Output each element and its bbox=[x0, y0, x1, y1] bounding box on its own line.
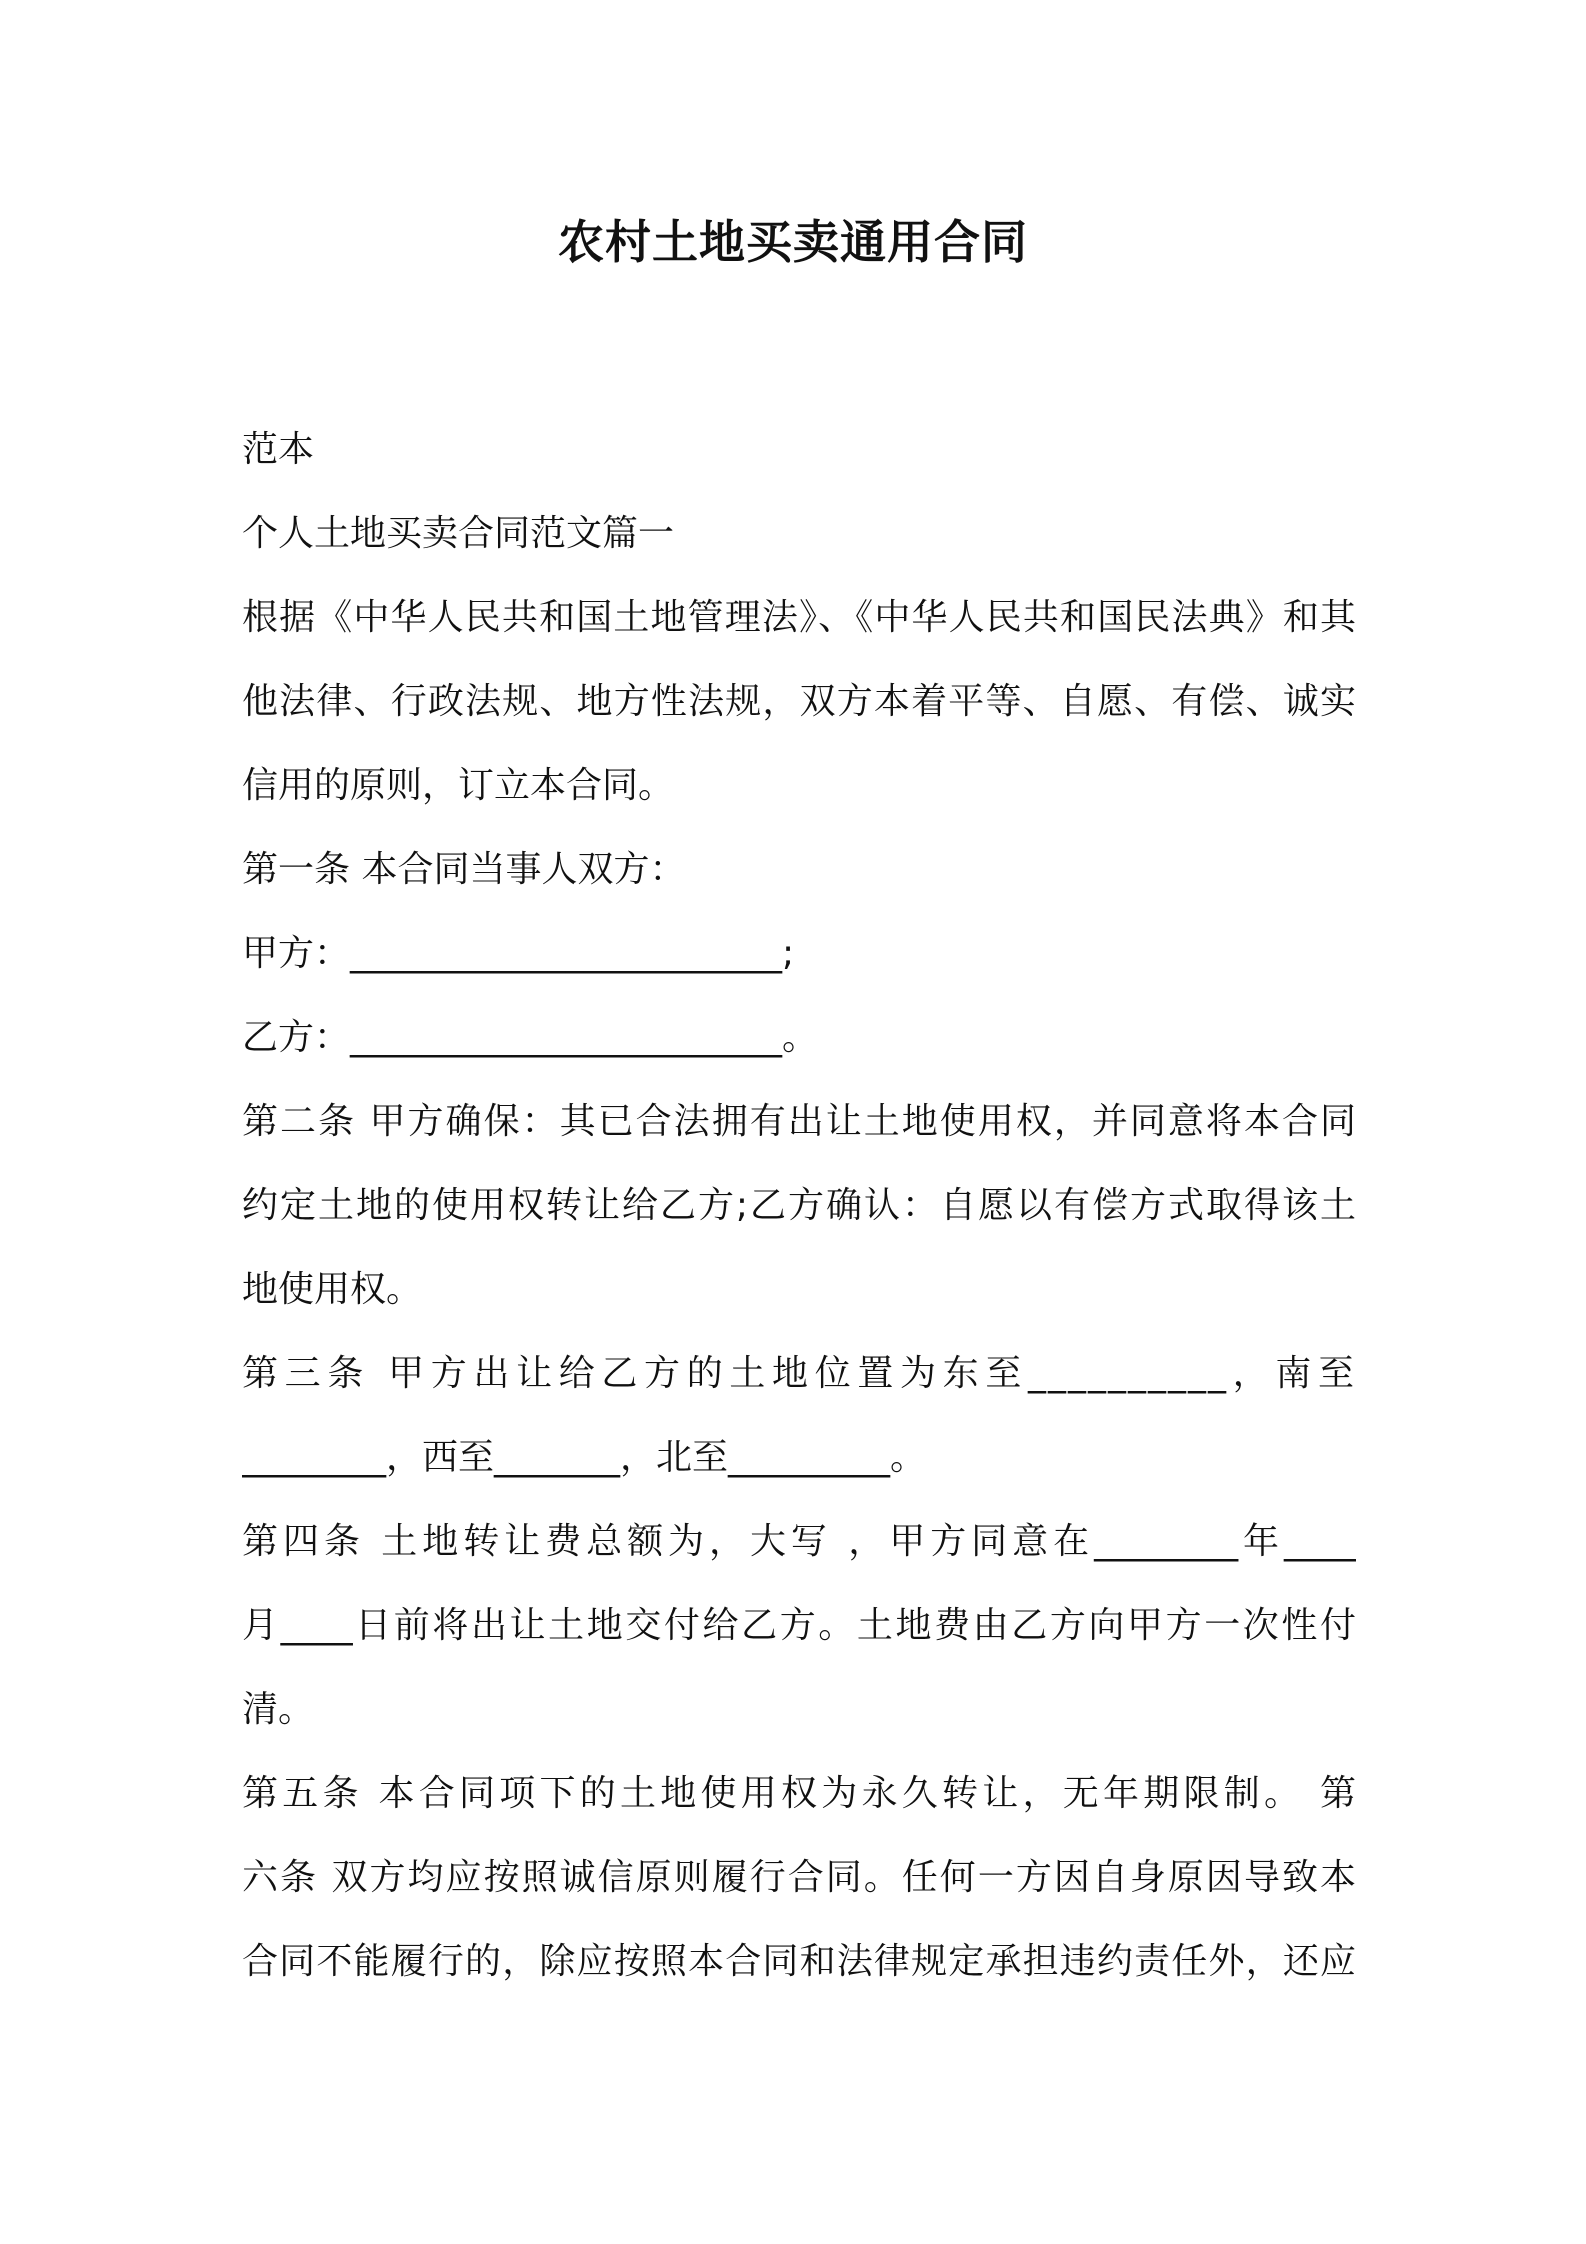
body-line: 第三条 甲方出让给乙方的土地位置为东至__________，南至 bbox=[242, 1353, 1356, 1394]
body-line: 合同不能履行的，除应按照本合同和法律规定承担违约责任外，还应 bbox=[242, 1941, 1356, 1982]
body-line: 乙方：________________________。 bbox=[242, 1017, 819, 1058]
body-line: 他法律、行政法规、地方性法规，双方本着平等、自愿、有偿、诚实 bbox=[242, 681, 1356, 722]
body-line: 信用的原则，订立本合同。 bbox=[242, 765, 675, 806]
body-line: 个人土地买卖合同范文篇一 bbox=[242, 513, 675, 554]
body-line: 范本 bbox=[242, 429, 315, 470]
body-line: 甲方：________________________; bbox=[242, 933, 795, 974]
body-line: 六条 双方均应按照诚信原则履行合同。任何一方因自身原因导致本 bbox=[242, 1857, 1356, 1898]
body-line: 第五条 本合同项下的土地使用权为永久转让，无年期限制。 第 bbox=[242, 1773, 1356, 1814]
body-line: 月____日前将出让土地交付给乙方。土地费由乙方向甲方一次性付 bbox=[242, 1605, 1356, 1646]
body-line: 清。 bbox=[242, 1689, 315, 1730]
body-line: 约定土地的使用权转让给乙方;乙方确认：自愿以有偿方式取得该土 bbox=[242, 1185, 1356, 1226]
body-line: 第四条 土地转让费总额为，大写 ，甲方同意在________年____ bbox=[242, 1521, 1356, 1562]
document-body bbox=[242, 408, 1356, 2004]
body-line: 第二条 甲方确保：其已合法拥有出让土地使用权，并同意将本合同 bbox=[242, 1101, 1356, 1142]
body-line: 第一条 本合同当事人双方： bbox=[242, 849, 686, 890]
body-line: 根据《中华人民共和国土地管理法》、《中华人民共和国民法典》和其 bbox=[242, 597, 1356, 638]
body-line: ________，西至_______，北至_________。 bbox=[242, 1437, 927, 1478]
body-line: 地使用权。 bbox=[242, 1269, 423, 1310]
document-title: 农村土地买卖通用合同 bbox=[558, 215, 1028, 269]
